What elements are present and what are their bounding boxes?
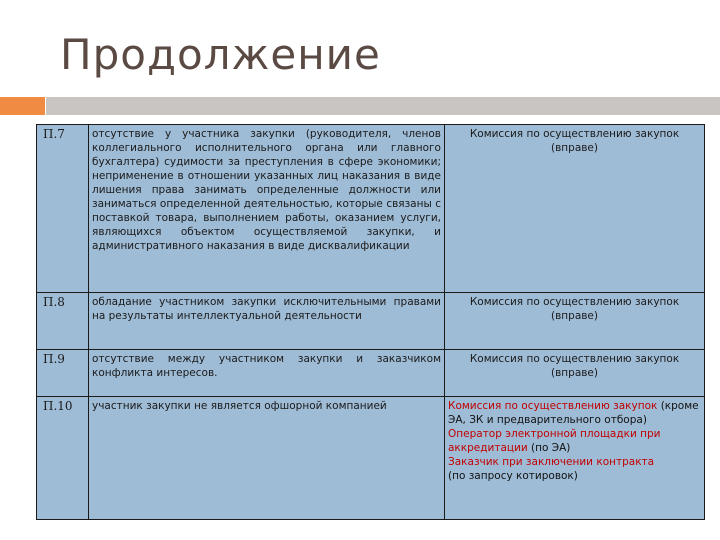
clause-number: П.8: [37, 293, 89, 350]
clause-number: П.10: [37, 397, 89, 520]
table-row: [37, 293, 705, 350]
responsible-party: Комиссия по осуществлению закупок (вправе): [445, 350, 705, 397]
responsible-customer-note: (по запросу котировок): [448, 470, 578, 482]
table-row: [37, 350, 705, 397]
table-row: [37, 397, 705, 520]
clause-number: П.9: [37, 350, 89, 397]
responsible-commission-note: (кроме ЭА, ЗК и предварительного отбора): [448, 400, 699, 426]
responsible-commission: Комиссия по осуществлению закупок: [448, 400, 658, 412]
requirement-description: участник закупки не является офшорной компанией: [89, 397, 445, 520]
title-accent-square: [0, 97, 46, 115]
requirement-description: обладание участником закупки исключительными правами на результаты интеллектуальной деятельности: [89, 293, 445, 350]
requirement-description: отсутствие у участника закупки (руководителя, членов коллегиального исполнительного органа или главного бухгалтера) судимости за преступления в сфере экономики; неприменение в отношении указанных лиц наказания в виде лишения права занимать определенные должности или заниматься определенной деятельностью, которые связаны с поставкой товара, выполнением работы, оказанием услуги, являющихся объектом осуществляемой закупки, и административного наказания в виде дисквалификации: [89, 125, 445, 293]
title-accent-bar: [0, 97, 720, 115]
responsible-party: [445, 397, 705, 520]
table-row: [37, 125, 705, 293]
responsible-customer: Заказчик при заключении контракта: [448, 456, 655, 468]
responsible-party: Комиссия по осуществлению закупок (вправе): [445, 125, 705, 293]
requirement-description: отсутствие между участником закупки и заказчиком конфликта интересов.: [89, 350, 445, 397]
responsible-operator: Оператор электронной площадки при аккредитации: [448, 428, 661, 454]
slide-title: Продолжение: [60, 30, 381, 79]
requirements-table: [36, 124, 705, 520]
responsible-operator-note: (по ЭА): [531, 442, 571, 454]
responsible-party: Комиссия по осуществлению закупок (вправе): [445, 293, 705, 350]
clause-number: П.7: [37, 125, 89, 293]
